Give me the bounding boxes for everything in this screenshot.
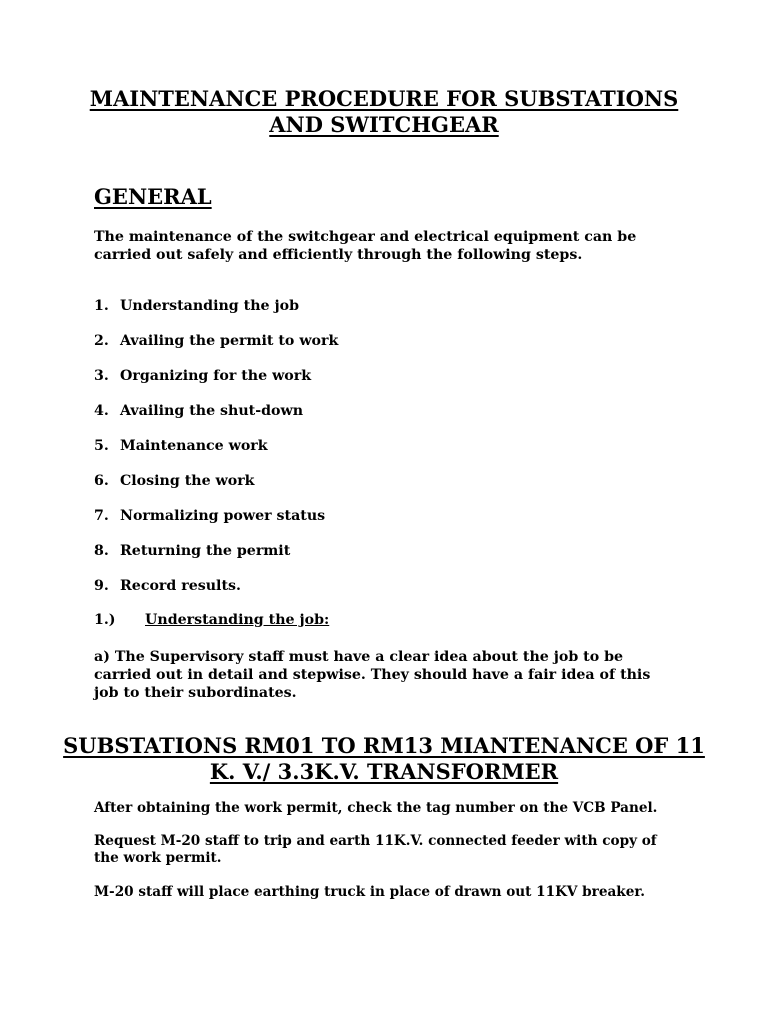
body-paragraph: Request M-20 staff to trip and earth 11K.V. connected feeder with copy of the work permit.	[94, 833, 657, 866]
step-item: 4. Availing the shut-down	[94, 403, 304, 419]
section-paragraph: a) The Supervisory staff must have a clear idea about the job to be carried out in detail and stepwise. They should have a fair idea of this job to their subordinates.	[94, 649, 651, 701]
step-item: 8. Returning the permit	[94, 543, 291, 559]
intro-paragraph: The maintenance of the switchgear and electrical equipment can be carried out safely and efficiently through the following steps.	[94, 229, 637, 263]
body-paragraph: M-20 staff will place earthing truck in place of drawn out 11KV breaker.	[94, 884, 646, 900]
step-item: 9. Record results.	[94, 578, 241, 594]
step-item: 5. Maintenance work	[94, 438, 268, 454]
document-title: MAINTENANCE PROCEDURE FOR SUBSTATIONS AND SWITCHGEAR	[89, 86, 679, 137]
section-heading: Understanding the job:	[145, 612, 330, 628]
step-item: 3. Organizing for the work	[94, 368, 312, 384]
section-title: SUBSTATIONS RM01 TO RM13 MIANTENANCE OF 11 K. V./ 3.3K.V. TRANSFORMER	[63, 733, 705, 784]
general-heading: GENERAL	[94, 184, 212, 209]
body-paragraph: After obtaining the work permit, check the tag number on the VCB Panel.	[94, 800, 658, 816]
step-item: 6. Closing the work	[94, 473, 255, 489]
step-item: 7. Normalizing power status	[94, 508, 326, 524]
section-number: 1.)	[94, 612, 116, 628]
step-item: 1. Understanding the job	[94, 298, 299, 314]
step-item: 2. Availing the permit to work	[94, 333, 339, 349]
